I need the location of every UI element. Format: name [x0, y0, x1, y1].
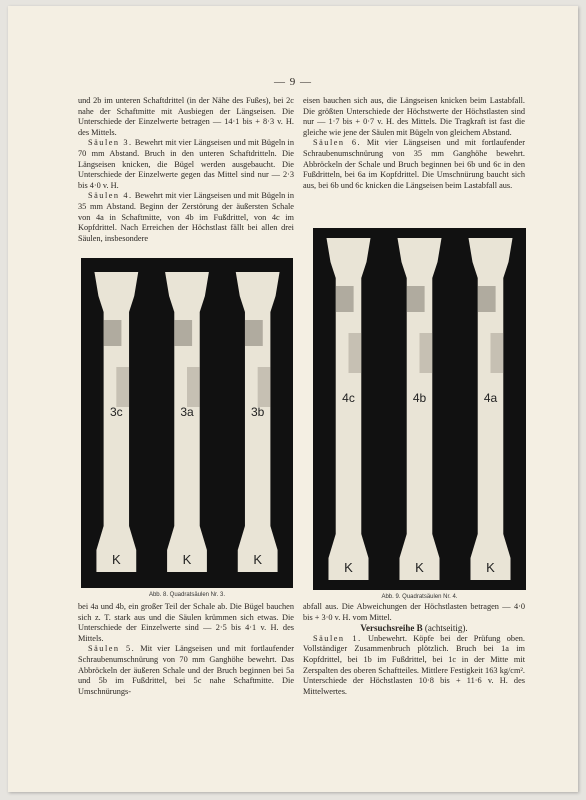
document-page	[8, 6, 578, 792]
columns-photo-right	[313, 228, 526, 590]
concrete-column	[468, 238, 512, 580]
concrete-column	[165, 272, 209, 572]
paragraph-lead: Säulen 4.	[88, 191, 133, 201]
damage-patch	[116, 367, 129, 407]
figure-photo-right	[313, 228, 526, 590]
column-label: 3b	[250, 405, 265, 419]
column-head	[236, 272, 280, 312]
damage-patch	[349, 333, 362, 373]
paragraph-text: Mit vier Längseisen und mit fortlaufender Schraubenumschnürung von 70 mm Ganghöhe bewehrt. Das Abbröckeln der äußeren Schale und der Bruch beginnen bei 5a und 5b im Fußdrittel, bei 5c nahe Schaftmitte. Die Umschnürungs-	[78, 644, 294, 696]
text-column-left-top	[78, 96, 294, 244]
paragraph-lead: Säulen 6.	[313, 138, 362, 148]
paragraph	[78, 138, 294, 191]
paragraph	[78, 191, 294, 244]
figure-caption-left: Abb. 8. Quadratsäulen Nr. 3.	[148, 592, 226, 598]
paragraph-group-after	[303, 634, 525, 698]
concrete-column	[236, 272, 280, 572]
paragraph-lead: Säulen 1.	[313, 633, 362, 643]
column-shaft	[336, 278, 362, 534]
column-base-mark: K	[111, 552, 121, 567]
column-label: 4a	[483, 391, 498, 406]
column-base-mark: K	[344, 560, 353, 575]
damage-patch	[407, 286, 425, 312]
column-base-mark: K	[253, 552, 263, 567]
column-shaft	[478, 278, 504, 534]
paragraph-text: Mit vier Längseisen und mit fortlaufender Schraubenumschnürung von 35 mm Ganghöhe bewehrt. Abbröckeln der Schale und Bruch beginnen bei 6b und 6c in den Fußdritteln, bei 6a im Kopfdrittel. Die Umschnürung baucht sich aus, bei 6b und 6c knicken die Längseisen beim Lastabfall aus.	[303, 138, 525, 190]
column-head	[94, 272, 138, 312]
paragraph	[78, 96, 294, 138]
damage-patch	[491, 333, 504, 373]
paragraph-text: Bewehrt mit vier Längseisen und mit Bügeln in 70 mm Abstand. Bruch in den unteren Schaftdritteln. Die Längseisen knicken, die Bügel werden ausgebaucht. Die Unterschiede der Einzelwerte gegen das Mittel sind nur — 2·3 bis 4·0 v. H.	[78, 138, 294, 190]
column-base-mark: K	[415, 560, 424, 575]
section-heading-title: Versuchsreihe B	[360, 623, 423, 634]
paragraph	[303, 138, 525, 191]
damage-patch	[420, 333, 433, 373]
paragraph-text: bei 4a und 4b, ein großer Teil der Schale ab. Die Bügel bauchen sich z. T. stark aus und die Säulen krümmen sich etwas. Die Unterschiede der Einzelwerte sind — 2·5 bis 4·1 v. H. des Mittels.	[78, 602, 294, 643]
paragraph	[303, 602, 525, 623]
column-label: 3c	[109, 405, 123, 419]
damage-patch	[478, 286, 496, 312]
paragraph-lead: Säulen 5.	[88, 644, 136, 654]
paragraph	[303, 634, 525, 698]
column-head	[326, 238, 370, 278]
paragraph-text: abfall aus. Die Abweichungen der Höchstlasten betragen — 4·0 bis + 3·0 v. H. vom Mittel.	[303, 602, 525, 622]
column-base-mark: K	[182, 552, 192, 567]
paragraph-text: Unbewehrt. Köpfe bei der Prüfung oben. Vollständiger Zusammenbruch plötzlich. Bruch bei 1a im Kopfdrittel, bei 1b im Fußdrittel, bei 1c in der Mitte mit Zerspalten des oberen Schaftteiles. Mittlere Festigkeit 163 kg/cm². Unterschiede der Höchstlasten 10·8 bis + 11·6 v. H. des Mittelwertes.	[303, 633, 525, 696]
section-heading-suffix: (achtseitig).	[422, 623, 468, 634]
paragraph-text: und 2b im unteren Schaftdrittel (in der Nähe des Fußes), bei 2c nahe der Schaftmitte mit Ausbiegen der Längseisen. Die Unterschiede der Einzelwerte betragen — 14·1 bis + 8·3 v. H. des Mittels.	[78, 96, 294, 137]
paragraph-group-before	[303, 602, 525, 623]
figure-caption-right: Abb. 9. Quadratsäulen Nr. 4.	[381, 594, 458, 600]
column-base-mark: K	[486, 560, 495, 575]
damage-patch	[174, 320, 192, 346]
page-number: — 9 —	[274, 76, 312, 88]
text-column-left-bottom	[78, 602, 294, 697]
damage-patch	[104, 320, 122, 346]
damage-patch	[245, 320, 263, 346]
paragraph	[78, 602, 294, 644]
text-column-right-top	[303, 96, 525, 191]
columns-photo-left	[81, 258, 293, 588]
paragraph	[78, 644, 294, 697]
paragraph-text: Bewehrt mit vier Längseisen und mit Bügeln in 35 mm Abstand. Beginn der Zerstörung der äußersten Schale von 4a in Schaftmitte, von 4b im Fußdrittel, von 4c im Kopfdrittel. Nach Erreichen der Höchstlast fällt bei allen drei Säulen, insbesondere	[78, 191, 294, 243]
column-shaft	[407, 278, 433, 534]
column-label: 4c	[342, 391, 355, 406]
section-heading	[303, 623, 525, 634]
paragraph	[303, 96, 525, 138]
column-head	[468, 238, 512, 278]
figure-photo-left	[81, 258, 293, 588]
text-column-right-bottom	[303, 602, 525, 697]
concrete-column	[397, 238, 441, 580]
concrete-column	[326, 238, 370, 580]
damage-patch	[336, 286, 354, 312]
column-head	[397, 238, 441, 278]
paragraph-lead: Säulen 3.	[88, 138, 133, 148]
damage-patch	[187, 367, 200, 407]
column-label: 4b	[412, 391, 427, 406]
concrete-column	[94, 272, 138, 572]
damage-patch	[258, 367, 271, 407]
column-head	[165, 272, 209, 312]
column-label: 3a	[180, 405, 194, 419]
paragraph-text: eisen bauchen sich aus, die Längseisen knicken beim Lastabfall. Die größten Unterschiede der Höchstwerte der Höchstlasten sind nur — 1·7 bis + 0·7 v. H. des Mittels. Die Tragkraft ist fast die gleiche wie jene der Säulen mit Bügeln von gleichem Abstand.	[303, 96, 525, 137]
